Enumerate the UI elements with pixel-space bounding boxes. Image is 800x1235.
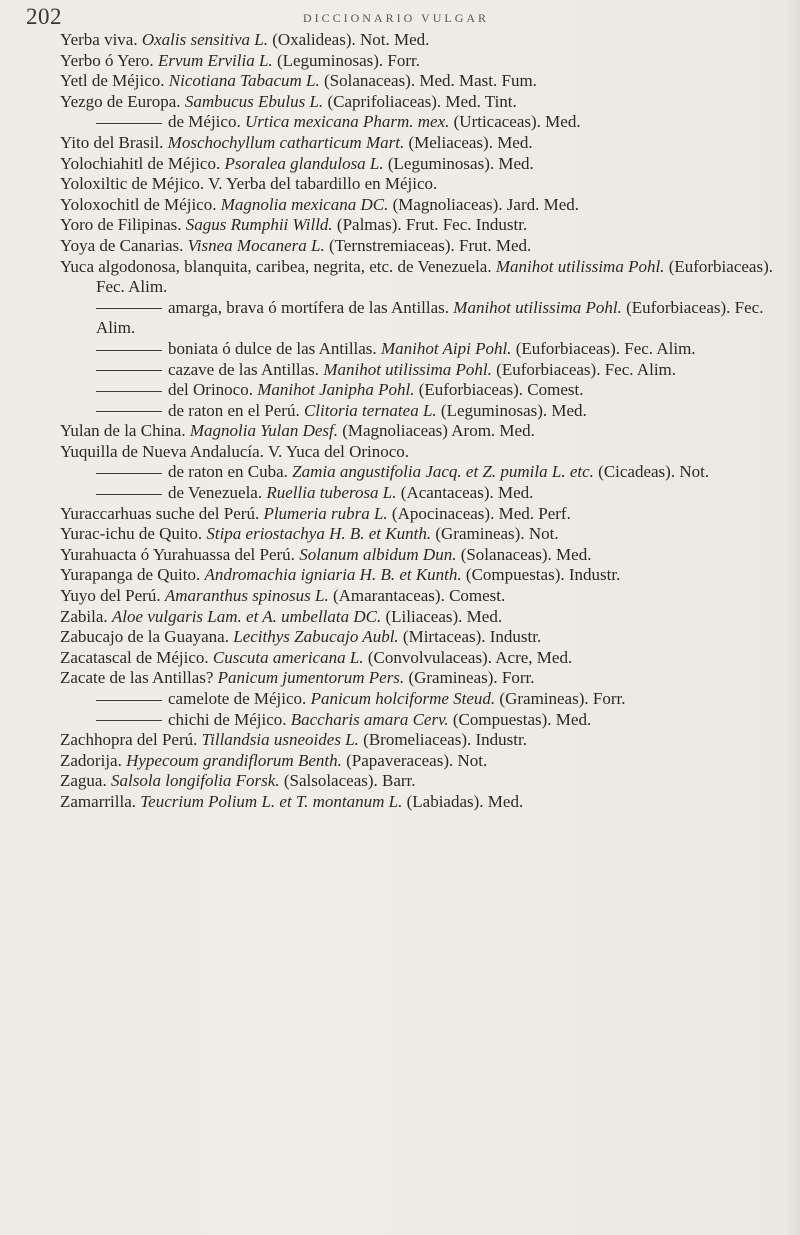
common-name: Yolochiahitl de Méjico. — [60, 153, 221, 173]
family-and-uses: (Meliaceas). Med. — [408, 132, 533, 152]
scientific-name: Ervum Ervilia L. — [157, 50, 273, 70]
common-name: Yuyo del Perú. — [60, 586, 161, 606]
common-name: de Venezuela. — [168, 483, 263, 503]
scientific-name: Aloe vulgaris Lam. et A. umbellata DC. — [111, 606, 382, 626]
family-and-uses: (Acantaceas). Med. — [400, 483, 534, 503]
dictionary-entry — [60, 133, 790, 154]
dictionary-entry — [60, 751, 790, 772]
scientific-name: Stipa eriostachya H. B. et Kunth. — [206, 524, 432, 544]
common-name: Zacate de las Antillas? — [60, 668, 214, 688]
family-and-uses: (Apocinaceas). Med. Perf. — [391, 503, 571, 523]
family-and-uses: (Euforbiaceas). Fec. Alim. — [96, 256, 773, 297]
ditto-dash — [96, 411, 162, 412]
common-name: Zacatascal de Méjico. — [60, 647, 209, 667]
dictionary-entry — [60, 360, 790, 381]
common-name: de raton en Cuba. — [168, 462, 288, 482]
ditto-dash — [96, 391, 162, 392]
family-and-uses: (Magnoliaceas). Jard. Med. — [392, 194, 580, 214]
family-and-uses: (Leguminosas). Med. — [387, 153, 534, 173]
scientific-name: Cuscuta americana L. — [212, 647, 364, 667]
scientific-name: Nicotiana Tabacum L. — [168, 71, 320, 91]
scientific-name: Hypecoum grandiflorum Benth. — [126, 750, 342, 770]
scientific-name: Andromachia igniaria H. B. et Kunth. — [204, 565, 462, 585]
common-name: Yerba viva. — [60, 30, 138, 49]
dictionary-entry — [60, 380, 790, 401]
dictionary-entry — [60, 421, 790, 442]
scientific-name: Magnolia mexicana DC. — [220, 194, 389, 214]
dictionary-entry — [60, 30, 790, 51]
common-name: Zabucajo de la Guayana. — [60, 627, 229, 647]
dictionary-entry — [60, 771, 790, 792]
dictionary-entry — [60, 792, 790, 813]
scientific-name: Amaranthus spinosus L. — [164, 586, 329, 606]
ditto-dash — [96, 123, 162, 124]
dictionary-entry — [60, 339, 790, 360]
family-and-uses: (Bromeliaceas). Industr. — [363, 730, 527, 750]
scientific-name: Manihot utilissima Pohl. — [323, 359, 492, 379]
scientific-name: Manihot utilissima Pohl. — [453, 297, 622, 317]
scientific-name: Magnolia Yulan Desf. — [189, 421, 338, 441]
family-and-uses: (Solanaceas). Med. Mast. Fum. — [324, 71, 537, 91]
family-and-uses: (Euforbiaceas). Fec. Alim. — [96, 297, 764, 338]
page-number: 202 — [26, 4, 62, 29]
common-name: Yoya de Canarias. — [60, 235, 184, 255]
common-name: chichi de Méjico. — [168, 709, 287, 729]
common-name: Yerbo ó Yero. — [60, 50, 154, 70]
family-and-uses: (Labiadas). Med. — [406, 791, 524, 811]
dictionary-entry — [60, 504, 790, 525]
dictionary-entry — [60, 112, 790, 133]
common-name: Yurapanga de Quito. — [60, 565, 201, 585]
ditto-dash — [96, 494, 162, 495]
family-and-uses: (Mirtaceas). Industr. — [402, 627, 542, 647]
scientific-name: Visnea Mocanera L. — [187, 235, 325, 255]
common-name: Yetl de Méjico. — [60, 71, 165, 91]
dictionary-entry — [60, 627, 790, 648]
family-and-uses: (Solanaceas). Med. — [460, 544, 592, 564]
entry-list — [60, 30, 790, 813]
dictionary-entry — [60, 648, 790, 669]
family-and-uses: (Oxalideas). Not. Med. — [272, 30, 430, 49]
dictionary-entry — [60, 401, 790, 422]
dictionary-entry — [60, 668, 790, 689]
common-name: de Méjico. — [168, 112, 241, 132]
family-and-uses: (Euforbiaceas). Fec. Alim. — [515, 338, 696, 358]
dictionary-entry — [60, 462, 790, 483]
common-name: Yurac-ichu de Quito. — [60, 524, 203, 544]
common-name: Yurahuacta ó Yurahuassa del Perú. — [60, 544, 295, 564]
scientific-name: Psoralea glandulosa L. — [224, 153, 384, 173]
scientific-name: Ruellia tuberosa L. — [266, 483, 397, 503]
family-and-uses: (Gramineas). Forr. — [408, 668, 535, 688]
common-name: Zamarrilla. — [60, 791, 136, 811]
common-name: Yuquilla de Nueva Andalucía. V. Yuca del Orinoco. — [60, 441, 410, 461]
page-edge-shadow — [786, 0, 800, 1235]
scientific-name: Urtica mexicana Pharm. mex. — [244, 112, 450, 132]
family-and-uses: (Ternstremiaceas). Frut. Med. — [329, 235, 532, 255]
common-name: Zadorija. — [60, 750, 122, 770]
family-and-uses: (Salsolaceas). Barr. — [283, 771, 416, 791]
family-and-uses: (Convolvulaceas). Acre, Med. — [367, 647, 573, 667]
scientific-name: Clitoria ternatea L. — [303, 400, 437, 420]
common-name: Yito del Brasil. — [60, 132, 164, 152]
dictionary-entry — [60, 524, 790, 545]
family-and-uses: (Gramineas). Not. — [435, 524, 559, 544]
ditto-dash — [96, 308, 162, 309]
scientific-name: Manihot utilissima Pohl. — [495, 256, 665, 276]
ditto-dash — [96, 720, 162, 721]
family-and-uses: (Amarantaceas). Comest. — [332, 586, 506, 606]
dictionary-entry — [60, 92, 790, 113]
common-name: boniata ó dulce de las Antillas. — [168, 338, 377, 358]
family-and-uses: (Caprifoliaceas). Med. Tint. — [327, 91, 517, 111]
scientific-name: Plumeria rubra L. — [263, 503, 388, 523]
common-name: Yoloxiltic de Méjico. V. Yerba del tabardillo en Méjico. — [60, 174, 438, 194]
dictionary-entry — [60, 483, 790, 504]
scientific-name: Tillandsia usneoides L. — [201, 730, 359, 750]
dictionary-entry — [60, 586, 790, 607]
dictionary-entry — [60, 730, 790, 751]
scientific-name: Solanum albidum Dun. — [299, 544, 457, 564]
ditto-dash — [96, 370, 162, 371]
common-name: Yuraccarhuas suche del Perú. — [60, 503, 260, 523]
common-name: Zagua. — [60, 771, 107, 791]
family-and-uses: (Compuestas). Med. — [452, 709, 592, 729]
family-and-uses: (Leguminosas). Med. — [440, 400, 587, 420]
common-name: del Orinoco. — [168, 380, 253, 400]
scientific-name: Manihot Aipi Pohl. — [380, 338, 512, 358]
scientific-name: Salsola longifolia Forsk. — [110, 771, 280, 791]
common-name: Zabila. — [60, 606, 108, 626]
scientific-name: Sambucus Ebulus L. — [184, 91, 324, 111]
family-and-uses: (Cicadeas). Not. — [598, 462, 710, 482]
ditto-dash — [96, 700, 162, 701]
common-name: Yoloxochitl de Méjico. — [60, 194, 217, 214]
family-and-uses: (Palmas). Frut. Fec. Industr. — [336, 215, 528, 235]
dictionary-entry — [60, 298, 790, 339]
dictionary-entry — [60, 442, 790, 463]
dictionary-entry — [60, 174, 790, 195]
dictionary-entry — [60, 71, 790, 92]
scientific-name: Manihot Janipha Pohl. — [257, 380, 415, 400]
scientific-name: Moschochyllum catharticum Mart. — [167, 132, 405, 152]
dictionary-entry — [60, 215, 790, 236]
family-and-uses: (Euforbiaceas). Comest. — [418, 380, 584, 400]
scientific-name: Sagus Rumphii Willd. — [185, 215, 333, 235]
common-name: Yulan de la China. — [60, 421, 186, 441]
dictionary-entry — [60, 257, 790, 298]
family-and-uses: (Liliaceas). Med. — [385, 606, 503, 626]
dictionary-entry — [60, 195, 790, 216]
family-and-uses: (Compuestas). Industr. — [465, 565, 621, 585]
ditto-dash — [96, 473, 162, 474]
dictionary-entry — [60, 51, 790, 72]
dictionary-entry — [60, 236, 790, 257]
scientific-name: Oxalis sensitiva L. — [141, 30, 268, 49]
common-name: amarga, brava ó mortífera de las Antillas. — [168, 297, 450, 317]
scientific-name: Panicum jumentorum Pers. — [217, 668, 405, 688]
scientific-name: Baccharis amara Cerv. — [290, 709, 449, 729]
family-and-uses: (Gramineas). Forr. — [499, 689, 626, 708]
family-and-uses: (Magnoliaceas) Arom. Med. — [342, 421, 535, 441]
scientific-name: Lecithys Zabucajo Aubl. — [233, 627, 399, 647]
family-and-uses: (Urticaceas). Med. — [453, 112, 581, 132]
dictionary-entry — [60, 545, 790, 566]
family-and-uses: (Leguminosas). Forr. — [276, 50, 421, 70]
ditto-dash — [96, 350, 162, 351]
dictionary-entry — [60, 154, 790, 175]
common-name: Yezgo de Europa. — [60, 91, 181, 111]
common-name: camelote de Méjico. — [168, 689, 307, 708]
common-name: Yoro de Filipinas. — [60, 215, 182, 235]
common-name: de raton en el Perú. — [168, 400, 300, 420]
dictionary-entry — [60, 710, 790, 731]
running-title: DICCIONARIO VULGAR — [302, 11, 490, 25]
scientific-name: Teucrium Polium L. et T. montanum L. — [140, 791, 403, 811]
common-name: cazave de las Antillas. — [168, 359, 320, 379]
dictionary-entry — [60, 689, 790, 710]
common-name: Yuca algodonosa, blanquita, caribea, negrita, etc. de Venezuela. — [60, 256, 492, 276]
scientific-name: Zamia angustifolia Jacq. et Z. pumila L. etc. — [292, 462, 594, 482]
dictionary-entry — [60, 607, 790, 628]
common-name: Zachhopra del Perú. — [60, 730, 198, 750]
dictionary-entry — [60, 565, 790, 586]
family-and-uses: (Papaveraceas). Not. — [346, 750, 488, 770]
family-and-uses: (Euforbiaceas). Fec. Alim. — [496, 359, 677, 379]
scientific-name: Panicum holciforme Steud. — [310, 689, 496, 708]
